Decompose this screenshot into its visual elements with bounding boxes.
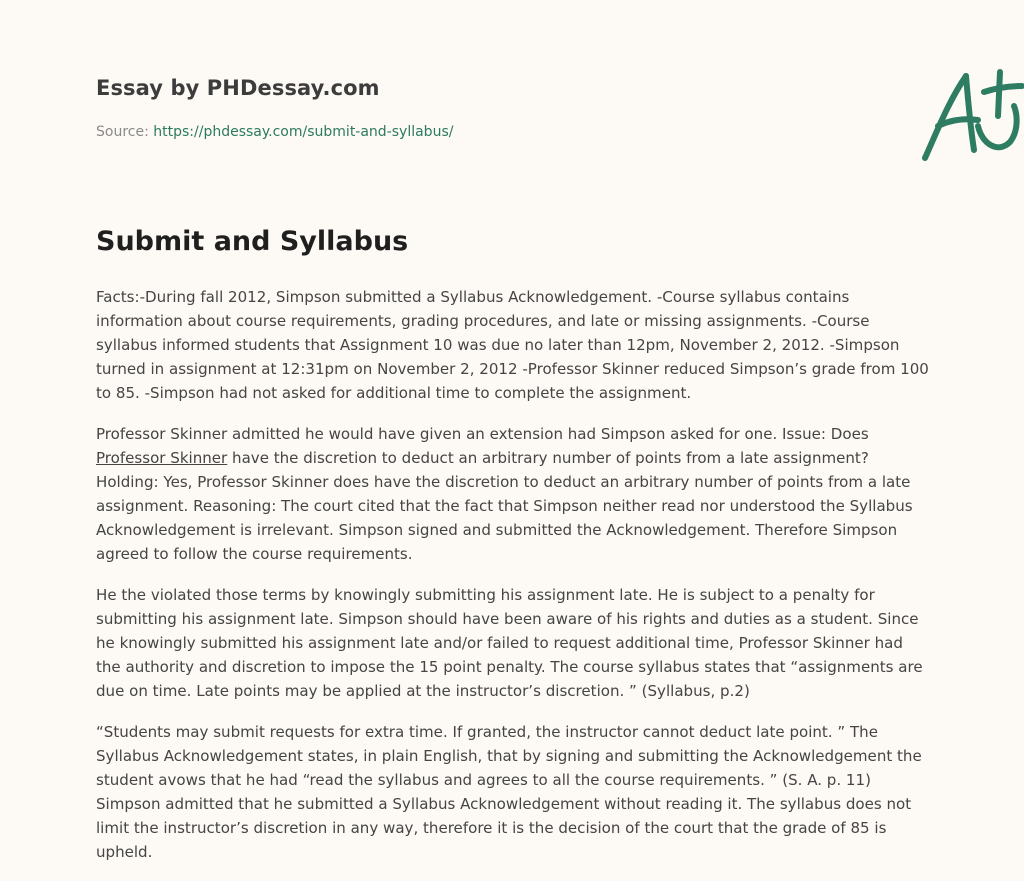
professor-skinner-link[interactable]: Professor Skinner	[96, 449, 228, 467]
essay-title: Submit and Syllabus	[96, 226, 409, 257]
essay-paragraph-2	[96, 422, 930, 566]
paragraph-2-text-before: Professor Skinner admitted he would have given an extension had Simpson asked for one. Issue: Does	[96, 425, 869, 443]
source-label: Source:	[96, 124, 154, 140]
essay-paragraph-4: “Students may submit requests for extra time. If granted, the instructor cannot deduct late point. ” The Syllabus Acknowledgement states, in plain English, that by signing and submitting the Acknowledgement the student avows that he had “read the syllabus and agrees to all the course requirements. ” (S. A. p. 11) Simpson admitted that he submitted a Syllabus Acknowledgement without reading it. The syllabus does not limit the instructor’s discretion in any way, therefore it is the decision of the court that the grade of 85 is upheld.	[96, 723, 922, 861]
essay-paragraph-3: He the violated those terms by knowingly submitting his assignment late. He is subject to a penalty for submitting his assignment late. Simpson should have been aware of his rights and duties as a student. Since he knowingly submitted his assignment late and/or failed to request additional time, Professor Skinner had the authority and discretion to impose the 15 point penalty. The course syllabus states that “assignments are due on time. Late points may be applied at the instructor’s discretion. ” (Syllabus, p.2)	[96, 586, 923, 700]
essay-body	[96, 285, 930, 881]
a-plus-logo-icon	[918, 64, 1024, 168]
paragraph-2-text-after: have the discretion to deduct an arbitrary number of points from a late assignment? Holding: Yes, Professor Skinner does have the discretion to deduct an arbitrary number of points from a late assignment. Reasoning: The court cited that the fact that Simpson neither read nor understood the Syllabus Acknowledgement is irrelevant. Simpson signed and submitted the Acknowledgement. Therefore Simpson agreed to follow the course requirements.	[96, 449, 913, 563]
source-line	[96, 124, 453, 140]
essay-paragraph-1: Facts:-During fall 2012, Simpson submitted a Syllabus Acknowledgement. -Course syllabus contains information about course requirements, grading procedures, and late or missing assignments. -Course syllabus informed students that Assignment 10 was due no later than 12pm, November 2, 2012. -Simpson turned in assignment at 12:31pm on November 2, 2012 -Professor Skinner reduced Simpson’s grade from 100 to 85. -Simpson had not asked for additional time to complete the assignment.	[96, 288, 929, 402]
site-title: Essay by PHDessay.com	[96, 76, 380, 100]
source-link[interactable]: https://phdessay.com/submit-and-syllabus/	[153, 124, 454, 140]
